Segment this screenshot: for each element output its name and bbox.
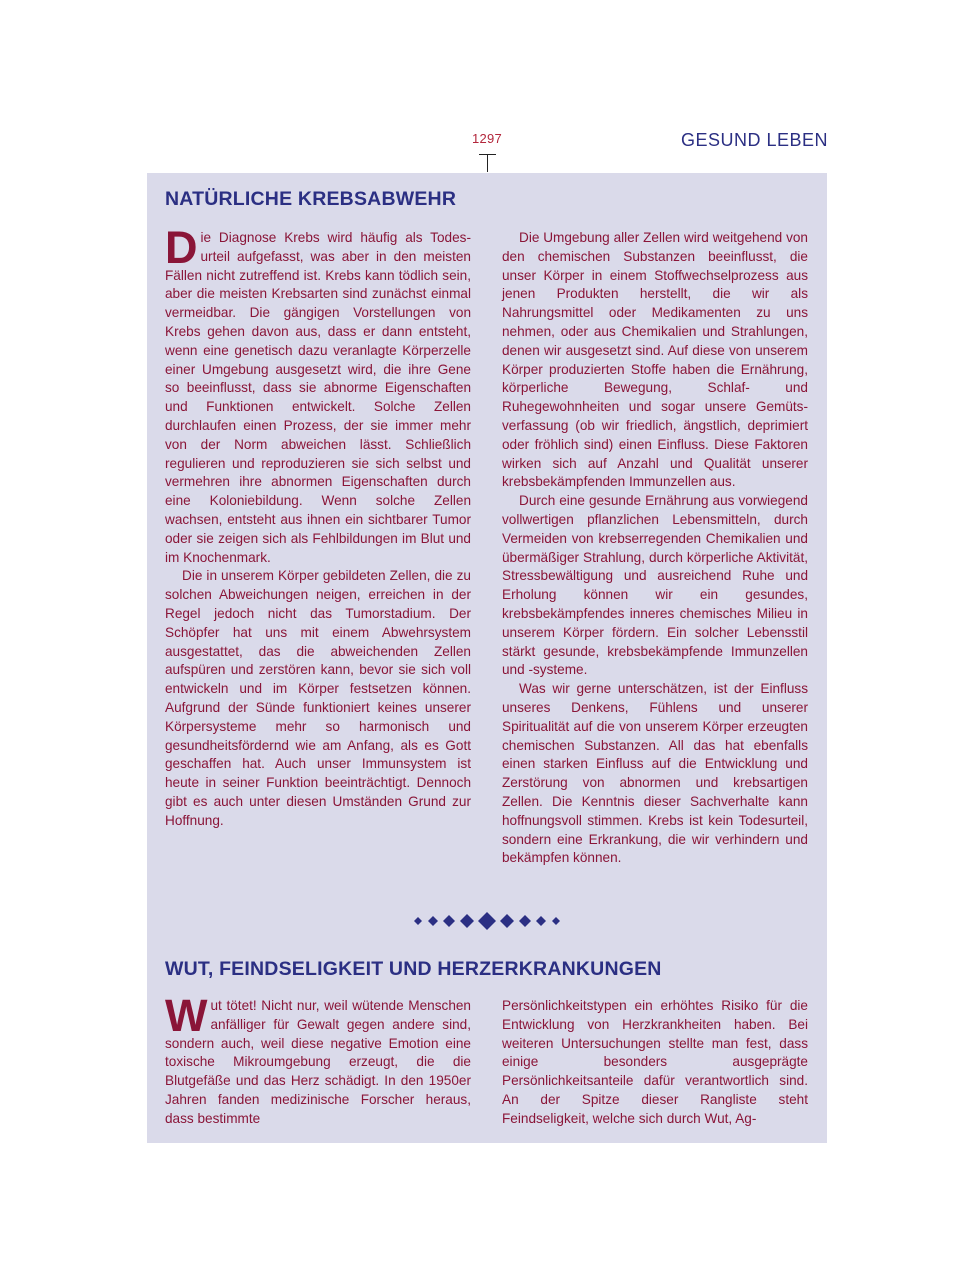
paragraph: Durch eine gesunde Ernährung aus vorwiegend vollwertigen pflanzlichen Lebensmitteln, durch Vermeiden von krebserregenden Chemikalien und übermäßiger Strahlung, durch körperliche Aktivität, Stressbewältigung und ausreichend Ruhe und Erholung können wir ein gesundes, krebsbekämpfendes inneres chemisches Milieu in unserem Körper fördern. Ein solcher Lebensstil stärkt gesunde, krebsbekämpfende Immunzellen und -systeme. [502,493,808,678]
paragraph-text: ie Diagnose Krebs wird häufig als Todesurteil aufgefasst, was aber in den meisten Fällen nicht zutreffend ist. Krebs kann tödlich sein, aber die meisten Krebsarten sind zunächst einmal vermeidbar. Die gängigen Vorstellungen von Krebs gehen davon aus, dass er dann entsteht, wenn eine genetisch dazu veranlagte Körperzelle einer Umgebung ausgesetzt wird, die ihre Gene so beeinflusst, dass sie abnorme Eigenschaften und Funktionen entwickelt. Solche Zellen durchlaufen einen Prozess, der sie immer mehr von der Norm abweichen lässt. Schließlich regulieren und reproduzieren sie sich selbst und vermehren ihre abnormen Eigenschaften durch eine Koloniebildung. Wenn solche Zellen wachsen, entsteht aus ihnen ein sichtbarer Tumor oder sie zeigen sich als Fehlbildungen im Blut und im Knochenmark. [165,230,471,565]
section-title-krebsabwehr: NATÜRLICHE KREBSABWEHR [165,188,457,210]
diamond-dots-divider-icon [410,908,565,934]
page-number: 1297 [471,131,503,146]
section1-left-column [165,222,471,831]
section-title-wut: WUT, FEINDSELIGKEIT UND HERZERKRANKUNGEN [165,958,662,980]
page-marker-line [487,154,488,172]
section2-right-column [502,997,808,1129]
paragraph: Die in unserem Körper gebildeten Zellen, die zu solchen Abweichungen neigen, erreichen in der Regel jedoch nicht das Tumorstadium. Der Schöpfer hat uns mit einem Abwehrsystem ausgestattet, das die abweichenden Zellen aufspüren und zerstören kann, bevor sie sich voll entwickeln und im Körper festsetzen können. Aufgrund der Sünde funktioniert keines unserer Körpersysteme mehr so harmonisch und gesundheitsfördernd wie am Anfang, als es Gott geschaffen hat. Auch unser Immunsystem ist heute in seiner Funktion beeinträchtigt. Dennoch gibt es auch unter diesen Umständen Grund zur Hoffnung. [165,568,471,828]
dropcap: D [165,222,198,273]
paragraph: Die Umgebung aller Zellen wird weitgehend von den chemischen Substanzen beeinflusst, die unser Körper in einem Stoffwechselprozess aus jenen Produkten herstellt, die wir als Nahrungsmittel oder Medikamenten zu uns nehmen, oder aus Chemikalien und Strahlungen, denen wir ausgesetzt sind. Auf diese von unserem Körper produzierten Stoffe haben die Ernährung, körperliche Bewegung, Schlaf- und Ruhegewohnheiten und sogar unsere Gemütsverfassung (ob wir friedlich, ängstlich, deprimiert oder fröhlich sind) einen Einfluss. Diese Faktoren wirken sich auf Anzahl und Qualität unserer krebsbekämpfenden Immunzellen aus. [502,230,808,490]
paragraph: Persönlichkeitstypen ein erhöhtes Risiko für die Entwicklung von Herzkrankheiten haben. Bei weiteren Untersuchungen stellte man fest, dass einige besonders ausgeprägte Persönlichkeitsanteile dafür verantwortlich sind. An der Spitze dieser Rangliste steht Feindseligkeit, welche sich durch Wut, Ag- [502,998,808,1126]
paragraph [165,222,471,567]
paragraph [165,990,471,1129]
section1-right-column [502,229,808,868]
paragraph-text: ut tötet! Nicht nur, weil wütende Menschen anfälliger für Gewalt gegen andere sind, sondern auch, weil diese negative Emotion eine toxische Mikroumgebung erzeugt, die die Blutgefäße und das Herz schädigt. In den 1950er Jahren fanden medizinische Forscher heraus, dass bestimmte [165,998,471,1126]
section2-left-column [165,990,471,1129]
running-title: GESUND LEBEN [681,130,829,150]
paragraph: Was wir gerne unterschätzen, ist der Einfluss unseres Denkens, Fühlens und unserer Spiritualität auf die von unserem Körper erzeugten chemischen Substanzen. All das hat ebenfalls einen starken Einfluss auf die Entwicklung und Zerstörung von abnormen und krebsartigen Zellen. Die Kenntnis dieser Sachverhalte kann hoffnungsvoll stimmen. Krebs ist kein Todesurteil, sondern eine Erkrankung, die wir verhindern und bekämpfen können. [502,681,808,866]
dropcap: W [165,990,208,1041]
